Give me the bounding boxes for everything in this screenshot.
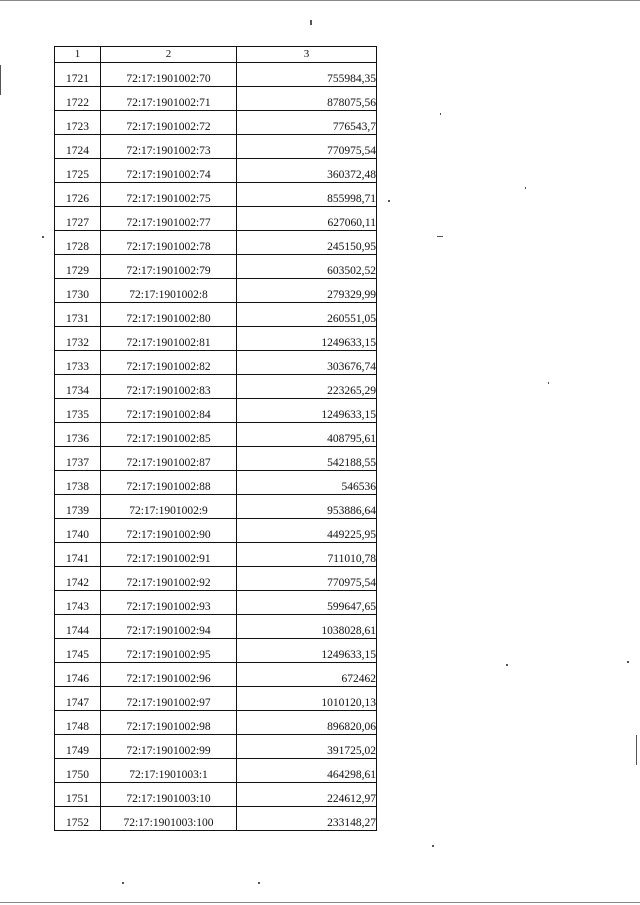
row-number: 1742	[55, 567, 101, 591]
cadastral-number: 72:17:1901002:98	[101, 711, 237, 735]
table-row	[55, 399, 377, 423]
scan-top-edge	[0, 0, 640, 1]
scan-speck	[440, 113, 441, 115]
row-number: 1734	[55, 375, 101, 399]
cadastral-value: 303676,74	[237, 351, 377, 375]
header-row	[55, 47, 377, 63]
row-number: 1728	[55, 231, 101, 255]
cadastral-value: 391725,02	[237, 735, 377, 759]
cadastral-value: 449225,95	[237, 519, 377, 543]
cadastral-number: 72:17:1901002:79	[101, 255, 237, 279]
cadastral-number: 72:17:1901002:91	[101, 543, 237, 567]
cadastral-number: 72:17:1901002:78	[101, 231, 237, 255]
cadastral-number: 72:17:1901002:96	[101, 663, 237, 687]
scan-bottom-edge	[0, 902, 640, 903]
table-row	[55, 543, 377, 567]
table-row	[55, 735, 377, 759]
table-body	[55, 63, 377, 831]
cadastral-number: 72:17:1901002:70	[101, 63, 237, 87]
table-row	[55, 711, 377, 735]
cadastral-number: 72:17:1901002:74	[101, 159, 237, 183]
cadastral-value: 770975,54	[237, 135, 377, 159]
table-row	[55, 375, 377, 399]
cadastral-number: 72:17:1901002:9	[101, 495, 237, 519]
cadastral-number: 72:17:1901002:95	[101, 639, 237, 663]
cadastral-value: 953886,64	[237, 495, 377, 519]
row-number: 1735	[55, 399, 101, 423]
scan-speck	[0, 65, 1, 95]
cadastral-number: 72:17:1901002:82	[101, 351, 237, 375]
table-row	[55, 663, 377, 687]
table-row	[55, 63, 377, 87]
table-row	[55, 279, 377, 303]
table-row	[55, 495, 377, 519]
cadastral-value: 776543,7	[237, 111, 377, 135]
cadastral-value: 223265,29	[237, 375, 377, 399]
header-col-3: 3	[237, 47, 377, 63]
cadastral-value: 1038028,61	[237, 615, 377, 639]
table-row	[55, 423, 377, 447]
cadastral-number: 72:17:1901002:8	[101, 279, 237, 303]
table-row	[55, 231, 377, 255]
row-number: 1744	[55, 615, 101, 639]
cadastral-number: 72:17:1901003:10	[101, 783, 237, 807]
table-row	[55, 783, 377, 807]
table-row	[55, 687, 377, 711]
row-number: 1751	[55, 783, 101, 807]
row-number: 1750	[55, 759, 101, 783]
scan-speck	[432, 845, 434, 847]
table-row	[55, 327, 377, 351]
scan-speck	[506, 664, 508, 666]
table-row	[55, 807, 377, 831]
cadastral-value: 770975,54	[237, 567, 377, 591]
cadastral-value: 1249633,15	[237, 639, 377, 663]
table-row	[55, 207, 377, 231]
cadastral-value: 672462	[237, 663, 377, 687]
scan-speck	[42, 236, 44, 238]
row-number: 1741	[55, 543, 101, 567]
cadastral-number: 72:17:1901002:87	[101, 447, 237, 471]
row-number: 1732	[55, 327, 101, 351]
row-number: 1726	[55, 183, 101, 207]
scan-speck	[636, 735, 637, 765]
table-row	[55, 471, 377, 495]
cadastral-value: 627060,11	[237, 207, 377, 231]
row-number: 1727	[55, 207, 101, 231]
row-number: 1737	[55, 447, 101, 471]
cadastral-number: 72:17:1901003:1	[101, 759, 237, 783]
cadastral-value: 603502,52	[237, 255, 377, 279]
row-number: 1739	[55, 495, 101, 519]
table-row	[55, 135, 377, 159]
cadastral-number: 72:17:1901002:97	[101, 687, 237, 711]
scan-speck	[437, 236, 443, 237]
row-number: 1724	[55, 135, 101, 159]
row-number: 1743	[55, 591, 101, 615]
row-number: 1748	[55, 711, 101, 735]
row-number: 1725	[55, 159, 101, 183]
cadastral-number: 72:17:1901002:81	[101, 327, 237, 351]
table-header	[55, 47, 377, 63]
cadastral-value: 224612,97	[237, 783, 377, 807]
row-number: 1731	[55, 303, 101, 327]
cadastral-number: 72:17:1901002:71	[101, 87, 237, 111]
cadastral-number: 72:17:1901002:80	[101, 303, 237, 327]
cadastral-value: 464298,61	[237, 759, 377, 783]
cadastral-value: 1010120,13	[237, 687, 377, 711]
row-number: 1745	[55, 639, 101, 663]
row-number: 1746	[55, 663, 101, 687]
table-row	[55, 159, 377, 183]
cadastral-number: 72:17:1901002:84	[101, 399, 237, 423]
cadastral-number: 72:17:1901002:88	[101, 471, 237, 495]
cadastral-number: 72:17:1901002:75	[101, 183, 237, 207]
scan-speck	[548, 382, 549, 384]
cadastral-value: 711010,78	[237, 543, 377, 567]
row-number: 1722	[55, 87, 101, 111]
row-number: 1752	[55, 807, 101, 831]
row-number: 1738	[55, 471, 101, 495]
cadastral-value: 260551,05	[237, 303, 377, 327]
cadastral-value-table	[54, 46, 377, 831]
cadastral-number: 72:17:1901002:85	[101, 423, 237, 447]
header-col-2: 2	[101, 47, 237, 63]
cadastral-value: 360372,48	[237, 159, 377, 183]
cadastral-number: 72:17:1901002:94	[101, 615, 237, 639]
cadastral-number: 72:17:1901002:73	[101, 135, 237, 159]
table-row	[55, 591, 377, 615]
cadastral-value: 755984,35	[237, 63, 377, 87]
cadastral-value: 245150,95	[237, 231, 377, 255]
cadastral-value: 233148,27	[237, 807, 377, 831]
row-number: 1729	[55, 255, 101, 279]
table-row	[55, 183, 377, 207]
row-number: 1723	[55, 111, 101, 135]
cadastral-number: 72:17:1901003:100	[101, 807, 237, 831]
cadastral-number: 72:17:1901002:93	[101, 591, 237, 615]
cadastral-value: 1249633,15	[237, 399, 377, 423]
table-row	[55, 303, 377, 327]
table-row	[55, 759, 377, 783]
header-col-1: 1	[55, 47, 101, 63]
cadastral-number: 72:17:1901002:77	[101, 207, 237, 231]
cadastral-value: 1249633,15	[237, 327, 377, 351]
scan-speck	[258, 882, 260, 884]
table-row	[55, 255, 377, 279]
cadastral-number: 72:17:1901002:90	[101, 519, 237, 543]
cadastral-value: 896820,06	[237, 711, 377, 735]
row-number: 1721	[55, 63, 101, 87]
cadastral-number: 72:17:1901002:92	[101, 567, 237, 591]
table-row	[55, 87, 377, 111]
table-row	[55, 519, 377, 543]
cadastral-number: 72:17:1901002:99	[101, 735, 237, 759]
row-number: 1730	[55, 279, 101, 303]
row-number: 1733	[55, 351, 101, 375]
scan-speck	[525, 187, 526, 189]
row-number: 1740	[55, 519, 101, 543]
cadastral-value: 878075,56	[237, 87, 377, 111]
cadastral-number: 72:17:1901002:83	[101, 375, 237, 399]
table-row	[55, 639, 377, 663]
table-row	[55, 111, 377, 135]
cadastral-number: 72:17:1901002:72	[101, 111, 237, 135]
cadastral-value: 546536	[237, 471, 377, 495]
cadastral-value: 599647,65	[237, 591, 377, 615]
scan-speck	[310, 20, 312, 25]
cadastral-value: 542188,55	[237, 447, 377, 471]
table-row	[55, 615, 377, 639]
cadastral-value: 408795,61	[237, 423, 377, 447]
table-row	[55, 567, 377, 591]
scan-speck	[388, 200, 390, 202]
cadastral-value: 279329,99	[237, 279, 377, 303]
scan-speck	[122, 882, 124, 884]
row-number: 1749	[55, 735, 101, 759]
scan-speck	[627, 661, 629, 663]
row-number: 1736	[55, 423, 101, 447]
table-row	[55, 447, 377, 471]
cadastral-value: 855998,71	[237, 183, 377, 207]
row-number: 1747	[55, 687, 101, 711]
table-row	[55, 351, 377, 375]
